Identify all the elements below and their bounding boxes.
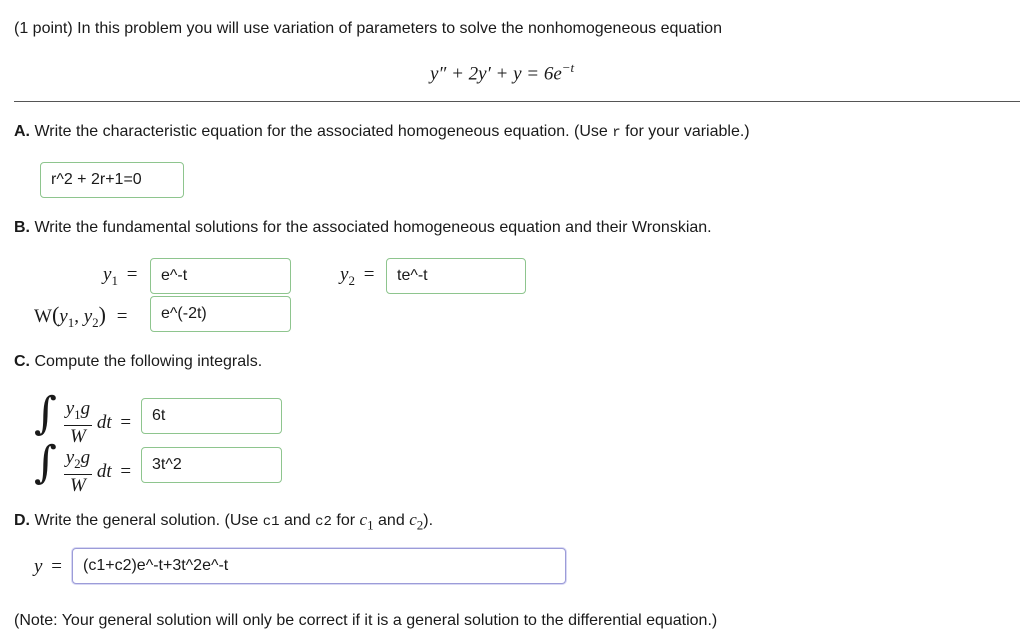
y1-input[interactable]: e^-t <box>150 258 291 294</box>
wronskian-label: $W(y_1$, $y_2$) = <box>34 302 128 330</box>
characteristic-equation-input[interactable]: r^2 + 2r+1=0 <box>40 162 184 198</box>
part-a-text: Write the characteristic equation for the associated homogeneous equation. (Use <box>34 123 608 140</box>
general-solution-label: y = <box>34 556 62 577</box>
y1-label: $y_1$ = <box>103 264 138 288</box>
integral-1-input[interactable]: 6t <box>141 398 282 434</box>
general-solution-input[interactable]: (c1+c2)e^-t+3t^2e^-t <box>72 548 566 584</box>
part-c-label: C. <box>14 353 30 370</box>
main-equation <box>430 60 574 85</box>
y2-input[interactable]: te^-t <box>386 258 526 294</box>
part-c-prompt <box>14 353 262 371</box>
integral-2: ∫ $\frac{y_2g}{W}$ dt = <box>34 437 132 497</box>
main-equation-exponent: −t <box>561 60 575 75</box>
part-a-prompt <box>14 123 750 141</box>
integral-2-input[interactable]: 3t^2 <box>141 447 282 483</box>
section-divider <box>14 101 1020 102</box>
part-a-label: A. <box>14 123 30 140</box>
c2-code: c2 <box>315 514 332 530</box>
part-a-variable: r <box>612 125 621 141</box>
part-b-prompt <box>14 219 712 237</box>
wronskian-input[interactable]: e^(-2t) <box>150 296 291 332</box>
note-text: (Note: Your general solution will only be correct if it is a general solution to the differential equation.) <box>14 612 718 629</box>
part-c-text: Compute the following integrals. <box>34 353 263 370</box>
main-equation-lhs: y″ + 2y′ + y = 6e <box>430 63 562 85</box>
integral-sign-1: ∫ <box>34 388 57 439</box>
part-a-text-end: for your variable.) <box>625 123 750 140</box>
integral-1: ∫ $\frac{y_1g}{W}$ dt = <box>34 388 132 448</box>
y2-label: $y_2$ = <box>340 264 375 288</box>
part-d-label: D. <box>14 512 30 529</box>
c1-code: c1 <box>262 514 280 530</box>
integral-sign-2: ∫ <box>34 437 57 488</box>
part-b-text: Write the fundamental solutions for the associated homogeneous equation and their Wronskian. <box>34 219 712 236</box>
problem-intro: (1 point) In this problem you will use variation of parameters to solve the nonhomogeneous equation <box>14 20 722 37</box>
part-b-label: B. <box>14 219 30 236</box>
part-d-prompt: D. Write the general solution. (Use c1 and c2 for $c_1$ and $c_2$). <box>14 510 434 533</box>
integral-2-fraction: $\frac{y_2g}{W}$ <box>65 447 91 497</box>
integral-1-fraction: $\frac{y_1g}{W}$ <box>65 398 91 448</box>
